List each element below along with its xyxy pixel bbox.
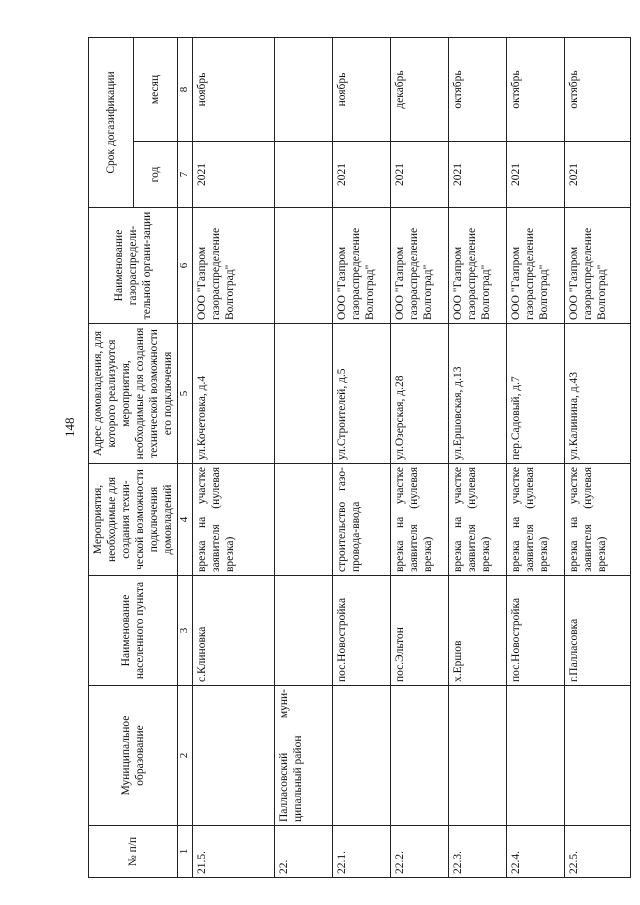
row-month: ноябрь — [192, 38, 274, 142]
column-number: 8 — [178, 38, 192, 142]
header-row — [89, 38, 134, 878]
row-municipality — [192, 686, 274, 826]
column-number: 5 — [178, 324, 192, 464]
table-row — [390, 38, 448, 878]
row-municipality — [506, 686, 564, 826]
row-number: 22.3. — [448, 826, 506, 878]
row-municipality — [564, 686, 630, 826]
header-municipality: Муниципальное образование — [89, 686, 178, 826]
row-month: октябрь — [448, 38, 506, 142]
row-month: октябрь — [564, 38, 630, 142]
row-measure: врезка на участке заявителя (нулевая врезка) — [192, 464, 274, 576]
column-number: 1 — [178, 826, 192, 878]
row-number: 22.1. — [332, 826, 390, 878]
row-measure: строительство газо-провода-ввода — [332, 464, 390, 576]
row-month — [274, 38, 332, 142]
row-number: 22. — [274, 826, 332, 878]
row-settlement: г.Палласовка — [564, 576, 630, 686]
row-address: ул.Калинина, д.43 — [564, 324, 630, 464]
column-number: 2 — [178, 686, 192, 826]
row-measure — [274, 464, 332, 576]
row-organization: ООО "Газпром газораспределение Волгоград" — [506, 208, 564, 324]
row-organization: ООО "Газпром газораспределение Волгоград" — [448, 208, 506, 324]
rotated-page-content — [88, 38, 633, 878]
row-measure: врезка на участке заявителя (нулевая врезка) — [390, 464, 448, 576]
row-organization: ООО "Газпром газораспределение Волгоград" — [390, 208, 448, 324]
column-number: 7 — [178, 142, 192, 208]
row-settlement: пос.Новостройка — [506, 576, 564, 686]
column-number-row — [178, 38, 192, 878]
column-number: 6 — [178, 208, 192, 324]
row-month: октябрь — [506, 38, 564, 142]
row-address: ул.Озерская, д.28 — [390, 324, 448, 464]
row-year: 2021 — [192, 142, 274, 208]
row-address: ул.Ершовская, д.13 — [448, 324, 506, 464]
row-year: 2021 — [448, 142, 506, 208]
row-settlement: с.Клиновка — [192, 576, 274, 686]
row-settlement: пос.Эльтон — [390, 576, 448, 686]
row-settlement — [274, 576, 332, 686]
gasification-table — [88, 37, 631, 878]
header-measures: Мероприятия, необходимые для создания техни-ческой возможности подключения домовладений — [89, 464, 178, 576]
row-address: ул.Кочетовка, д.4 — [192, 324, 274, 464]
row-month: декабрь — [390, 38, 448, 142]
row-year: 2021 — [564, 142, 630, 208]
row-organization: ООО "Газпром газораспределение Волгоград" — [332, 208, 390, 324]
column-number: 4 — [178, 464, 192, 576]
row-month: ноябрь — [332, 38, 390, 142]
row-year: 2021 — [390, 142, 448, 208]
row-year — [274, 142, 332, 208]
table-row — [332, 38, 390, 878]
header-month: месяц — [133, 38, 178, 142]
row-organization — [274, 208, 332, 324]
table-row — [564, 38, 630, 878]
row-address: пер.Садовый, д.7 — [506, 324, 564, 464]
header-settlement: Наименование населенного пункта — [89, 576, 178, 686]
row-organization: ООО "Газпром газораспределение Волгоград" — [564, 208, 630, 324]
row-municipality — [332, 686, 390, 826]
header-year: год — [133, 142, 178, 208]
row-municipality — [448, 686, 506, 826]
row-settlement: пос.Новостройка — [332, 576, 390, 686]
row-measure: врезка на участке заявителя (нулевая врезка) — [448, 464, 506, 576]
table-row — [506, 38, 564, 878]
row-number: 22.4. — [506, 826, 564, 878]
row-year: 2021 — [332, 142, 390, 208]
header-organization: Наименование газораспредели-тельной органи-зации — [89, 208, 178, 324]
row-municipality: Палласовский муни-ципальный район — [274, 686, 332, 826]
row-number: 21.5. — [192, 826, 274, 878]
row-address — [274, 324, 332, 464]
row-number: 22.5. — [564, 826, 630, 878]
row-measure: врезка на участке заявителя (нулевая врезка) — [506, 464, 564, 576]
row-organization: ООО "Газпром газораспределение Волгоград" — [192, 208, 274, 324]
row-year: 2021 — [506, 142, 564, 208]
row-municipality — [390, 686, 448, 826]
row-number: 22.2. — [390, 826, 448, 878]
header-deadline: Срок догазификации — [89, 38, 134, 208]
table-row — [448, 38, 506, 878]
column-number: 3 — [178, 576, 192, 686]
table-row — [274, 38, 332, 878]
row-address: ул.Строителей, д.5 — [332, 324, 390, 464]
row-measure: врезка на участке заявителя (нулевая врезка) — [564, 464, 630, 576]
row-settlement: х.Ершов — [448, 576, 506, 686]
header-address: Адрес домовладения, для которого реализуются мероприятия, необходимые для создания технической возможности его подключения — [89, 324, 178, 464]
page-number: 148 — [62, 417, 77, 437]
table-row — [192, 38, 274, 878]
header-num: № п/п — [89, 826, 178, 878]
